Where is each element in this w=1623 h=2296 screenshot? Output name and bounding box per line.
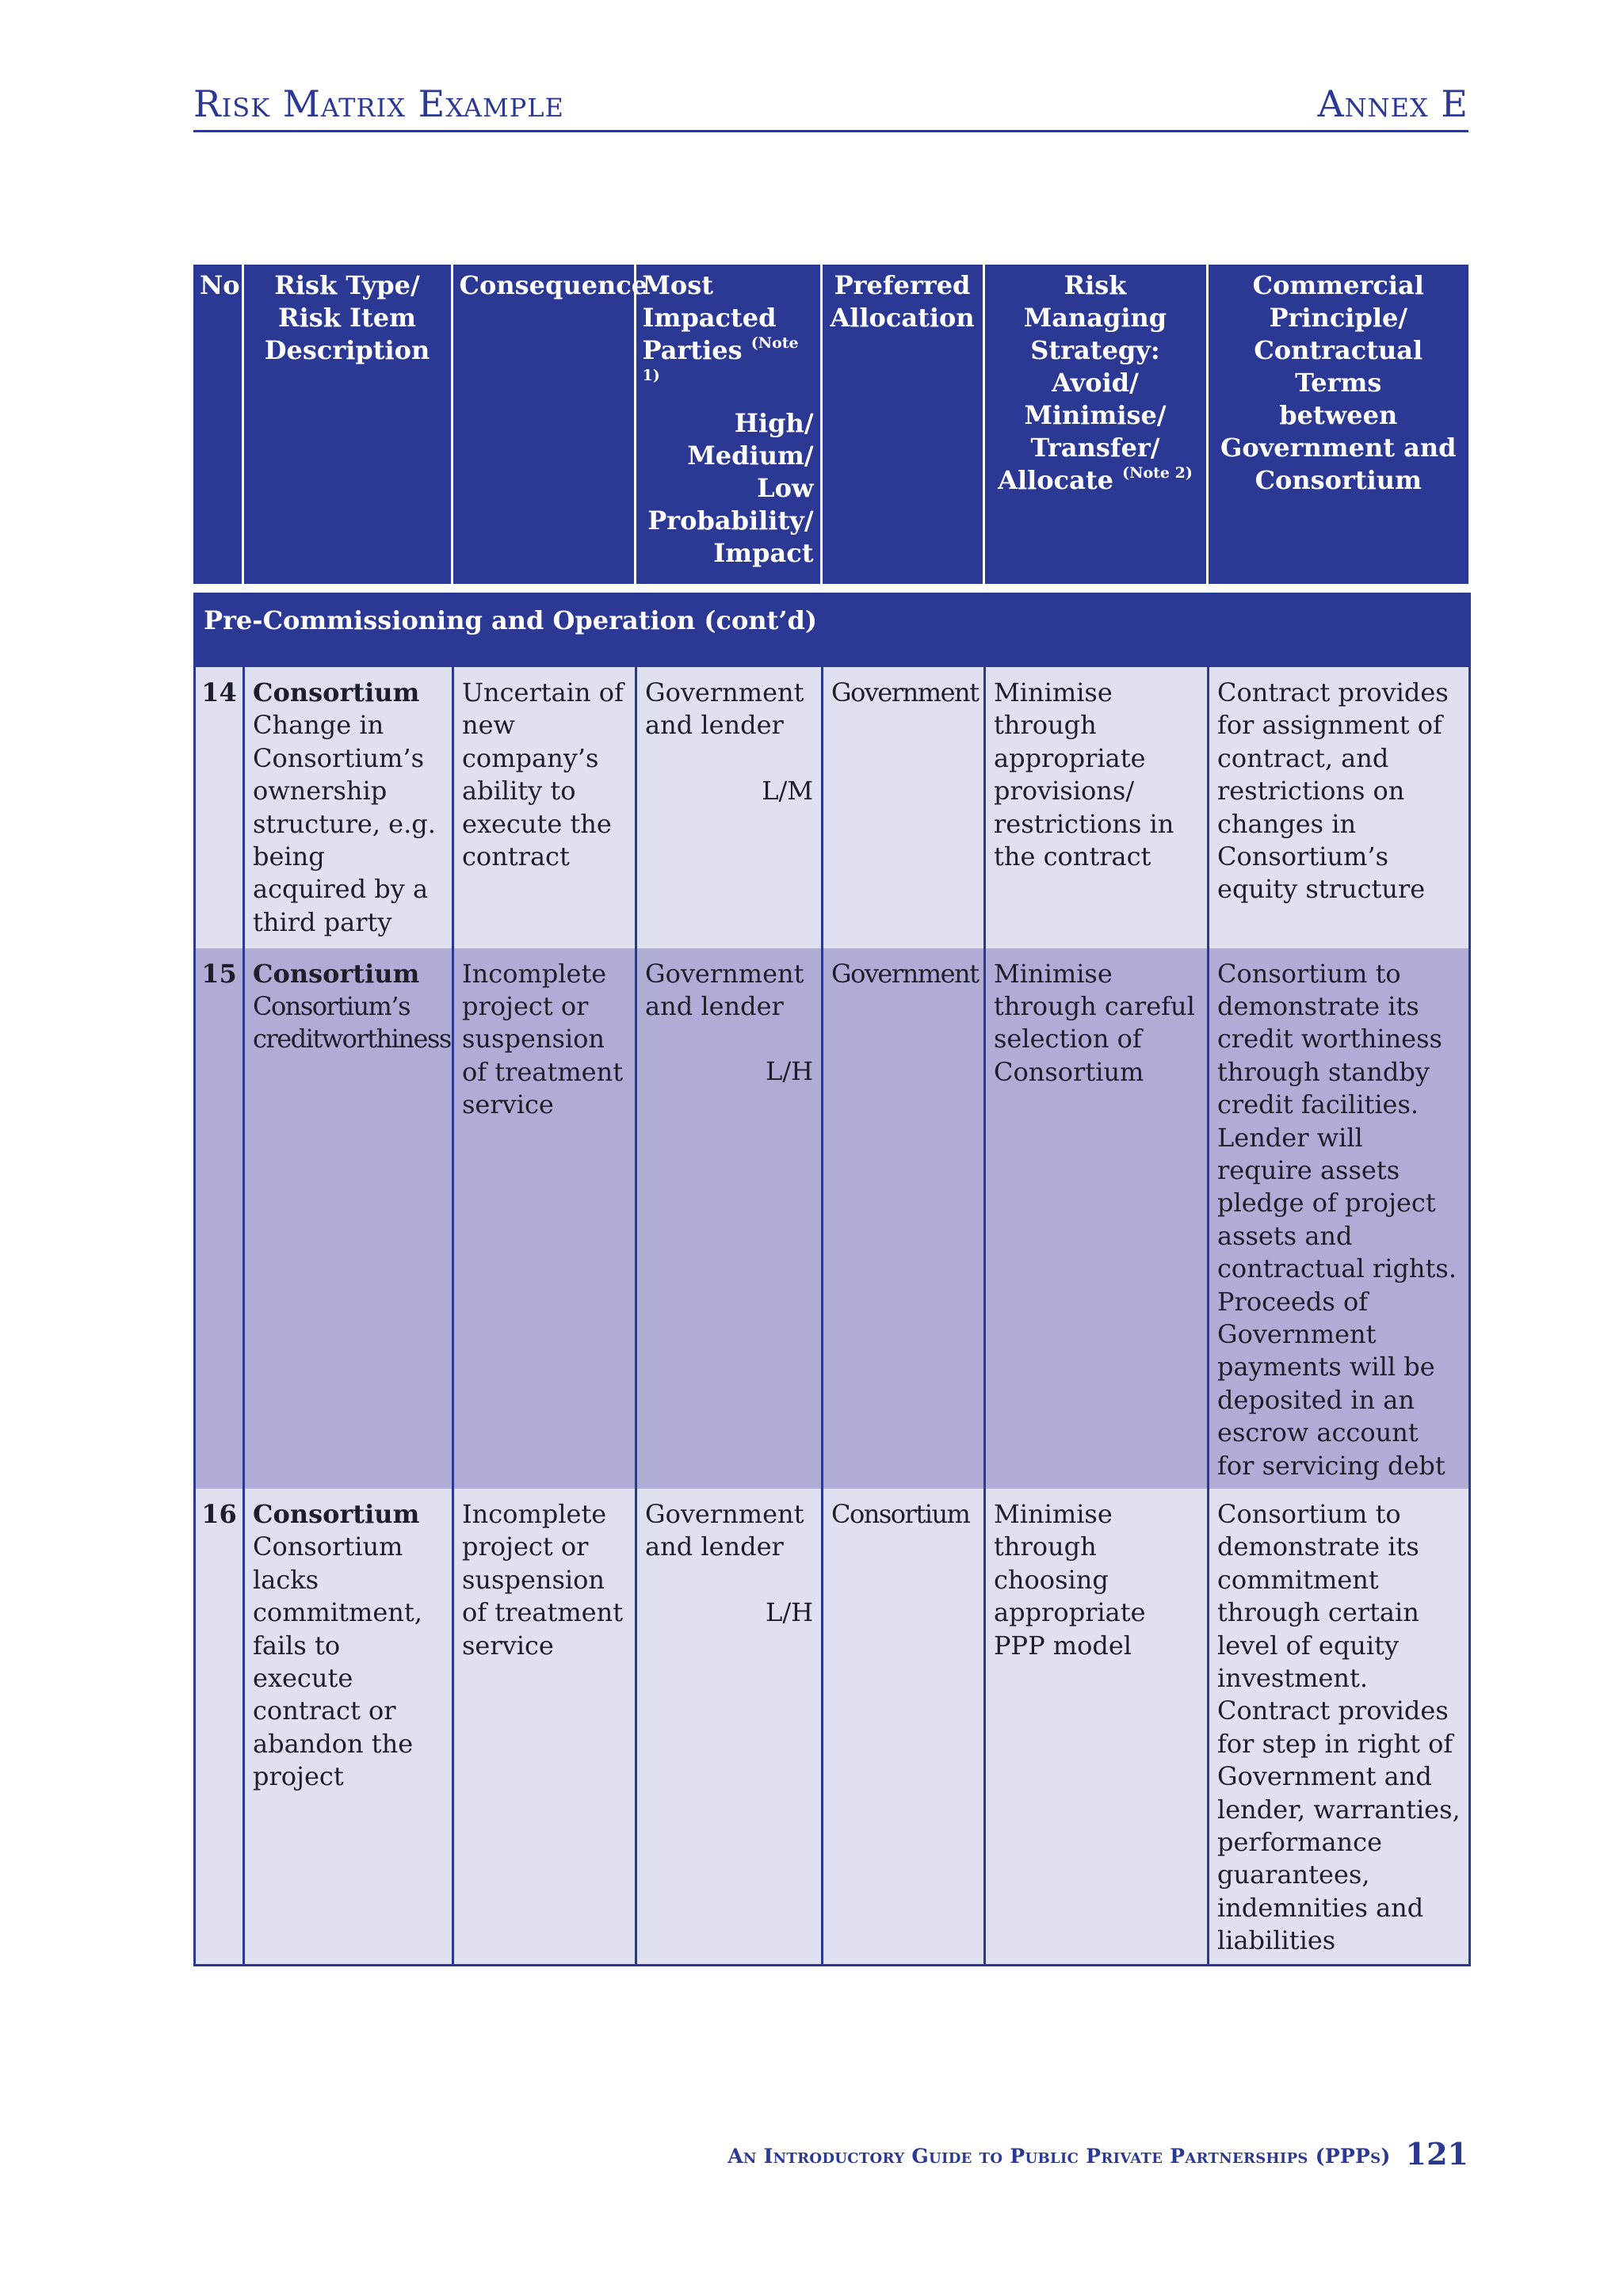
col-header-strategy	[983, 265, 1207, 584]
col-header-preferred	[821, 265, 983, 584]
footer-title: An Introductory Guide to Public Private Partnerships (PPPs)	[727, 2145, 1391, 2168]
risk-item-cell	[244, 1489, 453, 1965]
impacted-parties: Government and lender	[645, 1499, 804, 1562]
strategy-cell: Minimise through choosing appropriate PPP model	[985, 1489, 1209, 1965]
table-row	[195, 1489, 1470, 1965]
col-probability-line: High/	[734, 408, 814, 438]
commercial-cell: Consortium to demonstrate its credit worthiness through standby credit facilities. Lender will require assets pledge of project assets and contractual rights. Proceeds of Government payments will be deposited in an escrow account for servicing debt	[1209, 948, 1470, 1489]
col-strategy-line: Avoid/	[1052, 368, 1139, 398]
consequence-cell: Uncertain of new company’s ability to execute the contract	[453, 666, 636, 948]
row-number: 15	[195, 948, 244, 1489]
col-impacted-line: Parties	[642, 335, 743, 365]
table-row	[195, 948, 1470, 1489]
annex-label: Annex E	[1317, 82, 1468, 125]
col-header-commercial	[1207, 265, 1468, 584]
impacted-parties: Government and lender	[645, 677, 804, 741]
allocation-cell: Consortium	[823, 1489, 985, 1965]
col-header-risk-type	[242, 265, 452, 584]
col-risk-type-line: Description	[264, 335, 430, 365]
col-strategy-line: Risk Managing	[1023, 270, 1167, 333]
strategy-cell: Minimise through careful selection of Consortium	[985, 948, 1209, 1489]
risk-item-cell	[244, 948, 453, 1489]
col-commercial-line: between	[1279, 400, 1398, 430]
row-number: 14	[195, 666, 244, 948]
col-commercial-line: Contractual Terms	[1254, 335, 1423, 398]
col-preferred-line: Allocation	[830, 303, 975, 333]
page-footer	[727, 2136, 1468, 2176]
risk-type: Consortium	[253, 1499, 420, 1529]
col-preferred-line: Preferred	[834, 270, 971, 300]
note-1-ref: (Note 1)	[642, 334, 799, 384]
col-strategy-line: Allocate	[998, 465, 1113, 495]
impacted-parties: Government and lender	[645, 958, 804, 1021]
risk-description: Change in Consortium’s ownership structure, e.g. being acquired by a third party	[253, 710, 436, 937]
impacted-cell	[636, 1489, 823, 1965]
col-header-no	[193, 265, 242, 584]
col-probability-line: Probability/	[647, 505, 814, 536]
col-commercial-line: Consortium	[1254, 465, 1422, 495]
probability-impact: L/H	[766, 1056, 813, 1087]
col-strategy-line: Transfer/	[1030, 433, 1160, 463]
allocation-cell: Government	[823, 666, 985, 948]
page-title: Risk Matrix Example	[193, 82, 564, 125]
col-probability-line: Medium/	[687, 441, 814, 471]
commercial-cell: Consortium to demonstrate its commitment through certain level of equity investment. Contract provides for step in right of Government and lender, warranties, performance guarantees, indemnities and liabilities	[1209, 1489, 1470, 1965]
page-number: 121	[1405, 2136, 1468, 2172]
running-head	[193, 79, 1468, 132]
table-row	[195, 666, 1470, 948]
allocation-cell: Government	[823, 948, 985, 1489]
risk-matrix-body	[193, 593, 1471, 1966]
impacted-cell	[636, 948, 823, 1489]
col-risk-type-line: Risk Type/	[274, 270, 420, 300]
risk-description: Consortium’s creditworthiness	[253, 990, 451, 1055]
col-probability-line: Low	[757, 473, 814, 503]
col-header-most-impacted	[635, 265, 821, 584]
col-consequence-label: Consequence	[459, 270, 648, 300]
col-commercial-line: Principle/	[1269, 303, 1408, 333]
risk-matrix-header	[193, 265, 1468, 584]
strategy-cell: Minimise through appropriate provisions/ restrictions in the contract	[985, 666, 1209, 948]
risk-item-cell	[244, 666, 453, 948]
probability-impact: L/H	[766, 1596, 813, 1627]
consequence-cell: Incomplete project or suspension of treatment service	[453, 948, 636, 1489]
col-probability-line: Impact	[713, 538, 814, 568]
risk-type: Consortium	[253, 958, 420, 989]
col-strategy-line: Minimise/	[1024, 400, 1167, 430]
note-2-ref: (Note 2)	[1122, 464, 1193, 482]
col-commercial-line: Government and	[1220, 433, 1457, 463]
risk-type: Consortium	[253, 677, 420, 707]
section-heading: Pre-Commissioning and Operation (cont’d)	[195, 594, 1470, 666]
risk-description: Consortium lacks commitment, fails to execute contract or abandon the project	[253, 1531, 422, 1792]
impacted-cell	[636, 666, 823, 948]
col-risk-type-line: Risk Item	[277, 303, 417, 333]
col-commercial-line: Commercial	[1252, 270, 1424, 300]
col-no-label: No	[200, 270, 240, 300]
row-number: 16	[195, 1489, 244, 1965]
col-impacted-line: Most	[642, 270, 714, 300]
commercial-cell: Contract provides for assignment of contract, and restrictions on changes in Consortium’s equity structure	[1209, 666, 1470, 948]
col-header-consequence	[452, 265, 648, 584]
consequence-cell: Incomplete project or suspension of treatment service	[453, 1489, 636, 1965]
col-impacted-line: Impacted	[642, 303, 777, 333]
col-strategy-line: Strategy:	[1030, 335, 1160, 365]
probability-impact: L/M	[762, 775, 813, 806]
